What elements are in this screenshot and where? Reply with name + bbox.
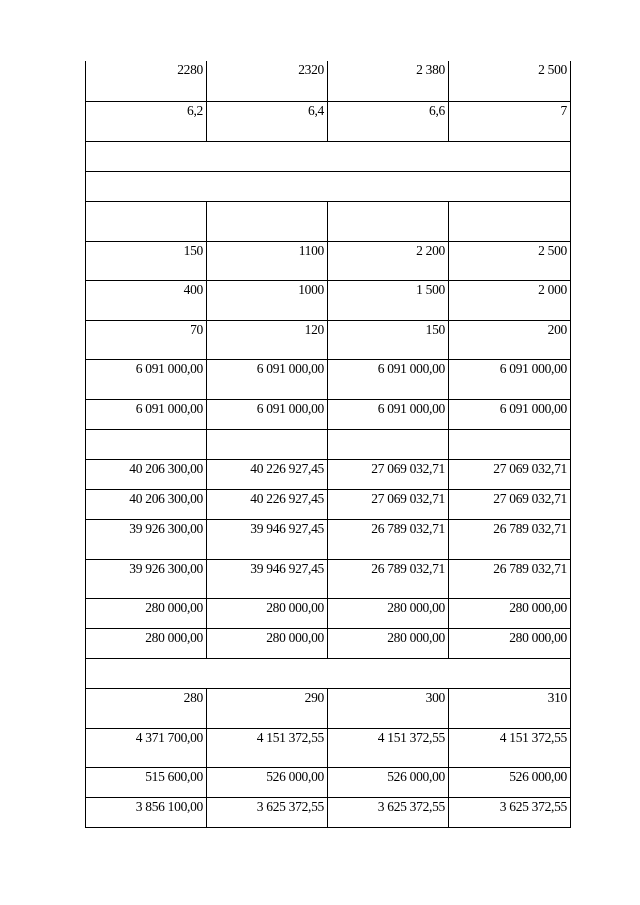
table-cell: 6,4 xyxy=(207,101,328,141)
table-cell: 4 151 372,55 xyxy=(449,728,571,767)
table-cell: 526 000,00 xyxy=(328,767,449,797)
table-cell: 27 069 032,71 xyxy=(328,459,449,489)
table-cell: 1000 xyxy=(207,280,328,320)
table-cell: 26 789 032,71 xyxy=(328,519,449,559)
table-cell: 280 000,00 xyxy=(449,628,571,658)
table-cell: 150 xyxy=(328,320,449,359)
section-row xyxy=(86,171,571,201)
table-cell: 280 000,00 xyxy=(449,598,571,628)
section-cell xyxy=(86,171,571,201)
table-row xyxy=(86,598,571,628)
table-cell: 4 151 372,55 xyxy=(328,728,449,767)
table-cell xyxy=(449,201,571,241)
table-cell: 526 000,00 xyxy=(449,767,571,797)
table-row xyxy=(86,101,571,141)
table-row xyxy=(86,688,571,728)
table-row xyxy=(86,489,571,519)
table-row xyxy=(86,399,571,429)
table-cell: 2 200 xyxy=(328,241,449,280)
table-cell: 6 091 000,00 xyxy=(86,359,207,399)
table-cell: 6 091 000,00 xyxy=(449,359,571,399)
table-cell: 40 226 927,45 xyxy=(207,489,328,519)
table-cell: 40 226 927,45 xyxy=(207,459,328,489)
table-row xyxy=(86,767,571,797)
table-cell: 6 091 000,00 xyxy=(86,399,207,429)
table-row xyxy=(86,728,571,767)
table-cell: 6 091 000,00 xyxy=(449,399,571,429)
section-cell xyxy=(86,141,571,171)
table-cell: 26 789 032,71 xyxy=(449,559,571,598)
table-cell xyxy=(328,201,449,241)
table-cell: 4 371 700,00 xyxy=(86,728,207,767)
table-cell: 3 625 372,55 xyxy=(207,797,328,827)
table-cell: 3 625 372,55 xyxy=(328,797,449,827)
table-cell: 300 xyxy=(328,688,449,728)
table-cell: 280 000,00 xyxy=(86,598,207,628)
table-row xyxy=(86,201,571,241)
data-table xyxy=(85,61,571,828)
table-cell: 6,2 xyxy=(86,101,207,141)
section-cell xyxy=(86,658,571,688)
table-cell: 2 500 xyxy=(449,61,571,101)
table-cell: 280 xyxy=(86,688,207,728)
table-cell: 280 000,00 xyxy=(207,628,328,658)
table-cell: 290 xyxy=(207,688,328,728)
table-row xyxy=(86,559,571,598)
table-row xyxy=(86,797,571,827)
table-cell: 526 000,00 xyxy=(207,767,328,797)
table-cell: 2 500 xyxy=(449,241,571,280)
table-cell: 4 151 372,55 xyxy=(207,728,328,767)
table-cell: 6 091 000,00 xyxy=(207,359,328,399)
table-cell: 6 091 000,00 xyxy=(328,399,449,429)
table-cell: 400 xyxy=(86,280,207,320)
table-cell: 3 625 372,55 xyxy=(449,797,571,827)
section-row xyxy=(86,658,571,688)
table-row xyxy=(86,61,571,101)
table-body xyxy=(86,61,571,827)
table-cell: 40 206 300,00 xyxy=(86,489,207,519)
table-row xyxy=(86,241,571,280)
table-row xyxy=(86,359,571,399)
table-cell xyxy=(86,429,207,459)
table-cell: 280 000,00 xyxy=(328,628,449,658)
table-cell xyxy=(449,429,571,459)
table-cell: 2 380 xyxy=(328,61,449,101)
table-cell: 2 000 xyxy=(449,280,571,320)
table-cell: 27 069 032,71 xyxy=(449,459,571,489)
section-row xyxy=(86,141,571,171)
table-cell: 1100 xyxy=(207,241,328,280)
table-cell: 39 946 927,45 xyxy=(207,559,328,598)
table-cell: 515 600,00 xyxy=(86,767,207,797)
table-cell: 6 091 000,00 xyxy=(207,399,328,429)
table-cell: 310 xyxy=(449,688,571,728)
table-cell: 3 856 100,00 xyxy=(86,797,207,827)
table-cell: 40 206 300,00 xyxy=(86,459,207,489)
table-cell: 120 xyxy=(207,320,328,359)
table-cell: 7 xyxy=(449,101,571,141)
table-row xyxy=(86,320,571,359)
table-cell: 2280 xyxy=(86,61,207,101)
table-cell: 280 000,00 xyxy=(328,598,449,628)
table-row xyxy=(86,628,571,658)
table-cell: 26 789 032,71 xyxy=(328,559,449,598)
table-cell: 70 xyxy=(86,320,207,359)
table-cell: 1 500 xyxy=(328,280,449,320)
table-cell: 6,6 xyxy=(328,101,449,141)
table-cell xyxy=(207,201,328,241)
table-cell: 150 xyxy=(86,241,207,280)
table-cell: 39 946 927,45 xyxy=(207,519,328,559)
table-cell: 27 069 032,71 xyxy=(449,489,571,519)
table-cell: 280 000,00 xyxy=(86,628,207,658)
table-cell: 26 789 032,71 xyxy=(449,519,571,559)
table-cell: 6 091 000,00 xyxy=(328,359,449,399)
table-cell xyxy=(328,429,449,459)
table-row xyxy=(86,459,571,489)
table-row xyxy=(86,429,571,459)
table-cell: 39 926 300,00 xyxy=(86,519,207,559)
table-cell xyxy=(86,201,207,241)
table-cell: 280 000,00 xyxy=(207,598,328,628)
table-cell: 2320 xyxy=(207,61,328,101)
table-row xyxy=(86,280,571,320)
table-cell: 39 926 300,00 xyxy=(86,559,207,598)
table-row xyxy=(86,519,571,559)
table-cell: 200 xyxy=(449,320,571,359)
table-cell: 27 069 032,71 xyxy=(328,489,449,519)
table-cell xyxy=(207,429,328,459)
